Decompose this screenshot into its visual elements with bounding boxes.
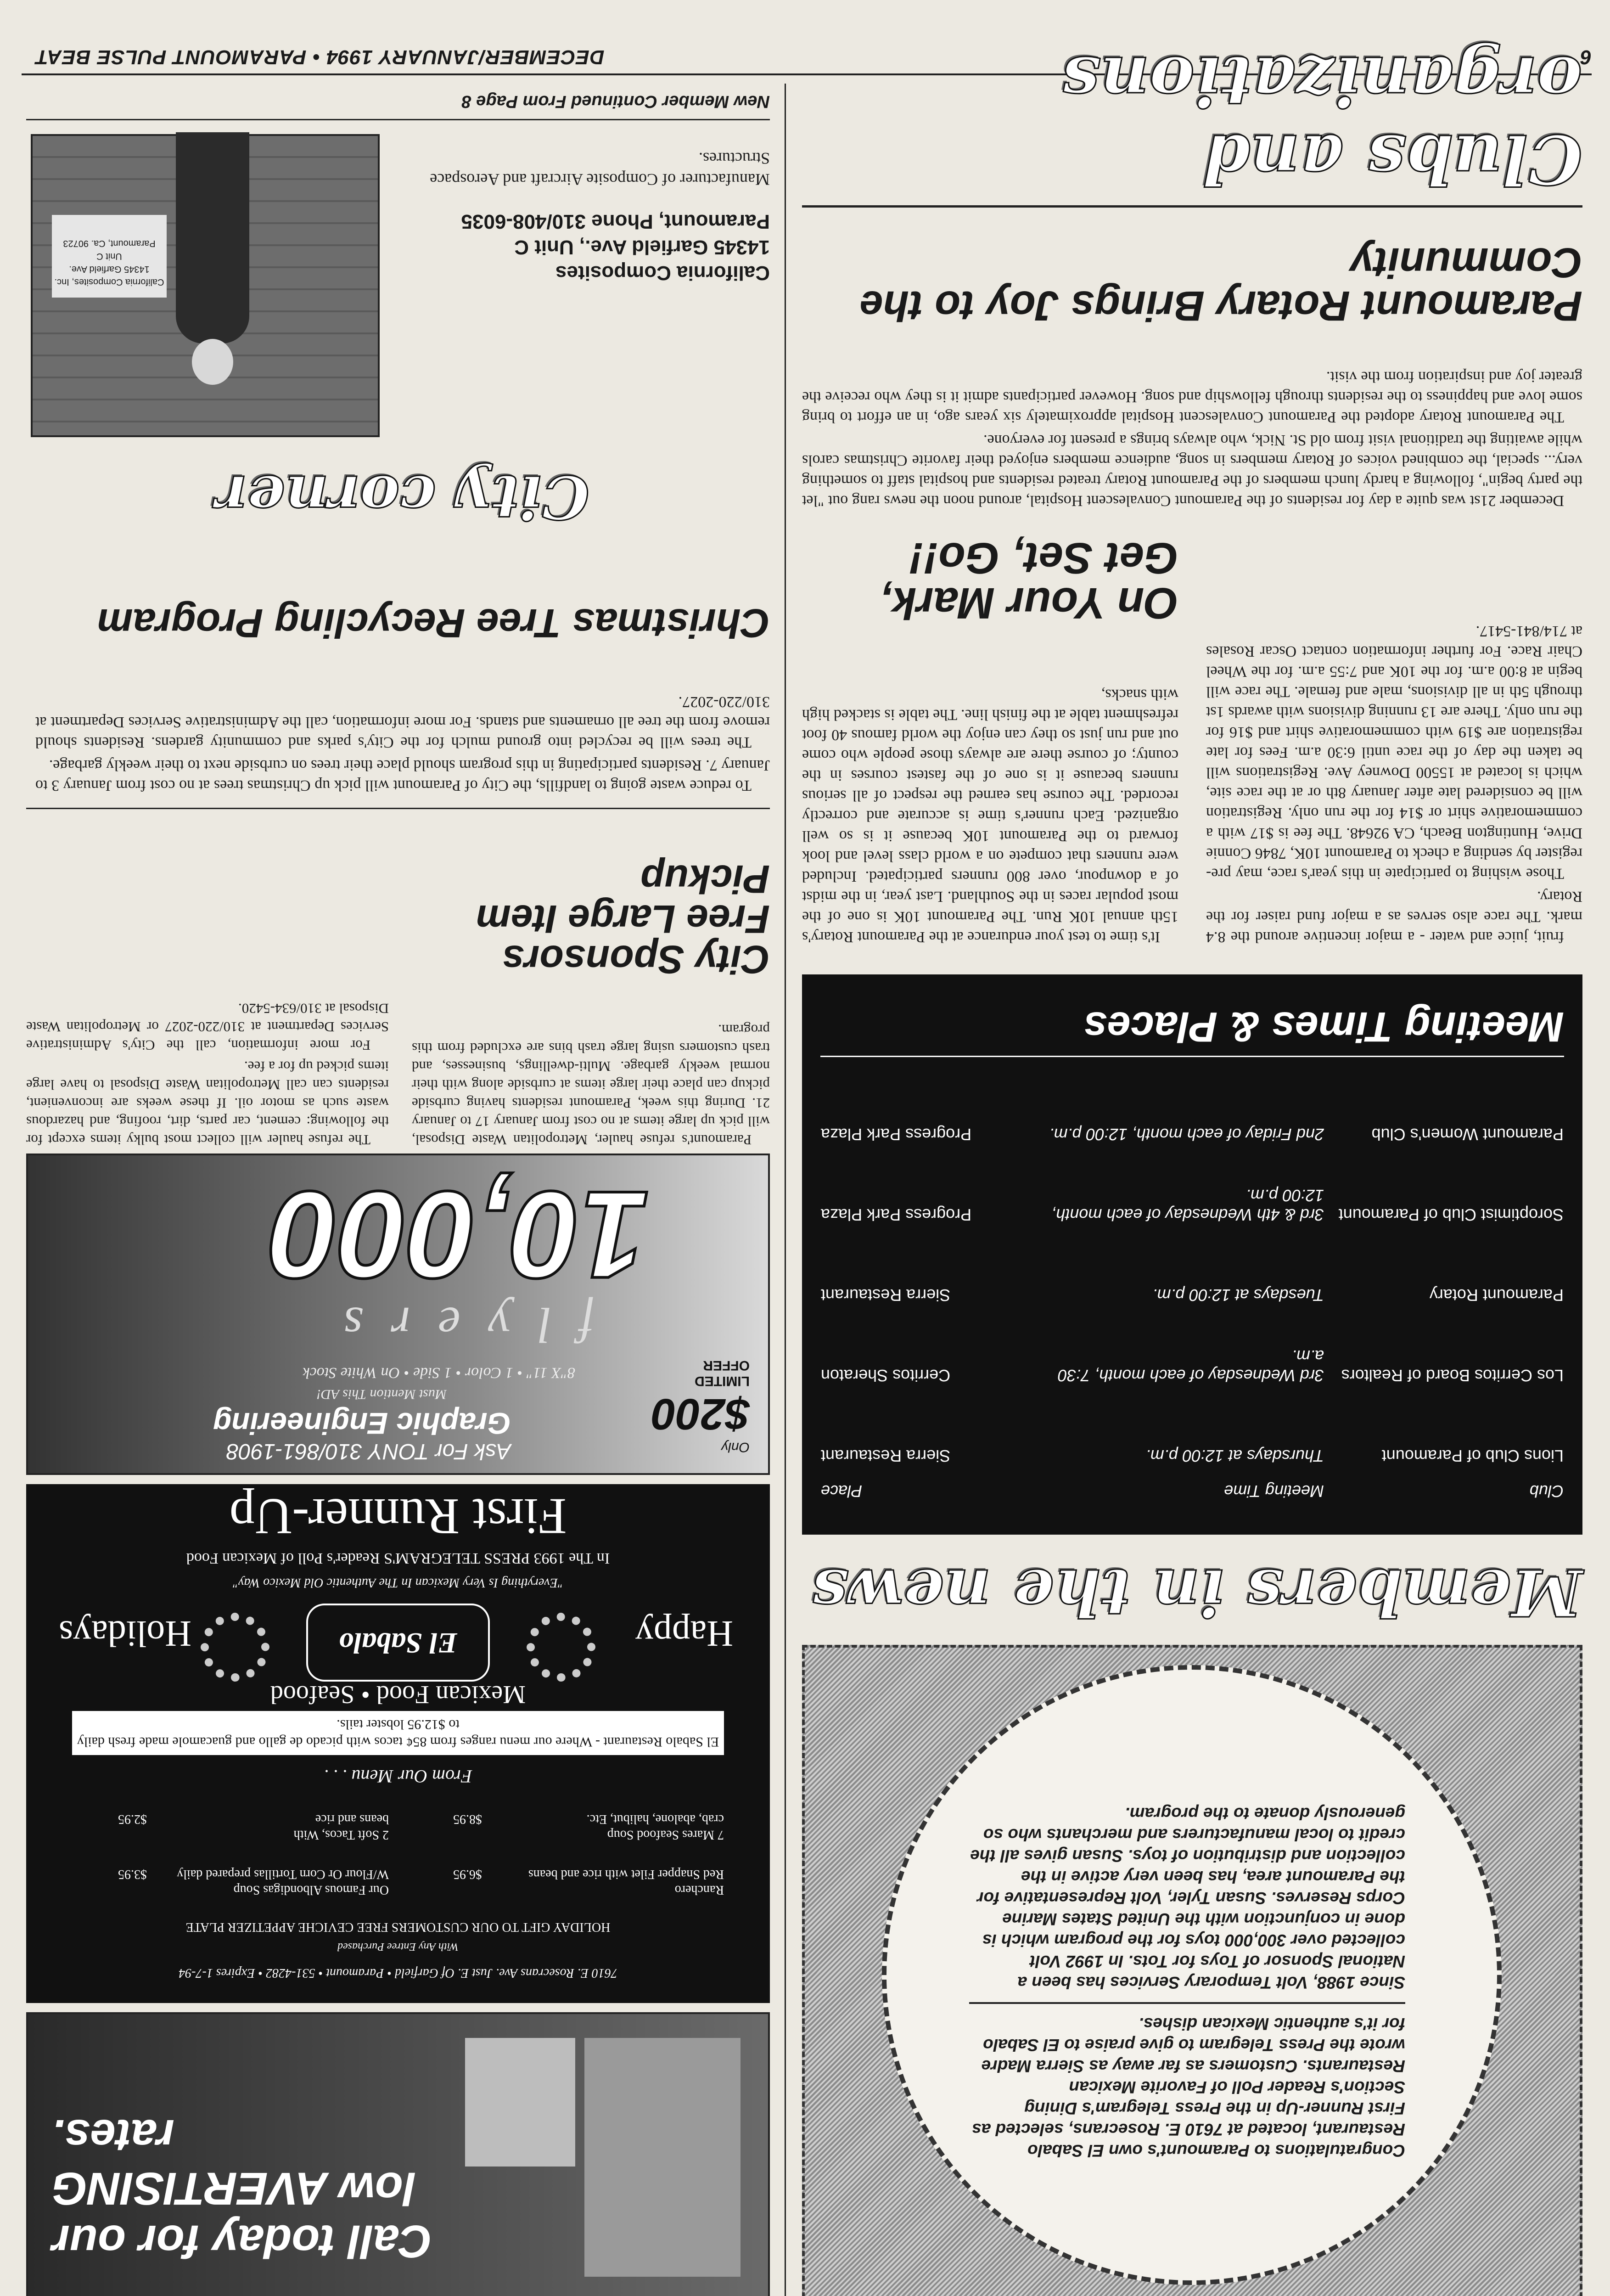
flyers-price-box bbox=[651, 1179, 750, 1455]
menu-item-name: Ranchero bbox=[674, 1883, 724, 1897]
menu-item bbox=[72, 1866, 389, 1897]
el-sabalo-menu bbox=[72, 1792, 724, 1897]
header-page-number: 6 bbox=[1580, 46, 1592, 68]
wreath-icon bbox=[201, 1613, 269, 1682]
table-row bbox=[820, 1385, 1564, 1466]
column-rule bbox=[785, 84, 786, 2296]
wreath-icon bbox=[527, 1613, 595, 1682]
pickup-headline: City Sponsors Free Large Item Pickup bbox=[476, 856, 770, 981]
photo-sign-line: California Composites, Inc. bbox=[54, 277, 164, 287]
race-column-right bbox=[802, 630, 1178, 947]
pickup-paragraph: For more information, call the City's Administrative Services Department at 310/220-2027 or Metropolitan Waste Disposal at 310/634-5420. bbox=[26, 1001, 389, 1053]
members-news-box bbox=[802, 1645, 1582, 2296]
flyers-ad bbox=[26, 1154, 770, 1475]
rotary-paragraph: The Paramount Rotary adopted the Paramount Convalescent Hospital approximately six years ago, in an effort to bring some love and happiness to the residents through fellowship and song. However participants admit it is they who receive the greater joy and inspiration from the visit. bbox=[802, 368, 1582, 426]
flyers-contact: Ask For TONY 310/861-1908 bbox=[226, 1439, 511, 1463]
club-cell: Los Cerritos Board of Realtors bbox=[1341, 1366, 1564, 1385]
race-headline: On Your Mark, Get Set, Go!! bbox=[880, 534, 1178, 628]
menu-item bbox=[72, 1811, 389, 1842]
new-member-continued: New Member Continued From Page 8 bbox=[461, 92, 770, 111]
right-column bbox=[22, 84, 774, 2296]
el-sabalo-logo bbox=[306, 1604, 490, 1682]
photo-person bbox=[176, 132, 249, 343]
members-news-circle bbox=[882, 1665, 1502, 2285]
menu-item-desc: beans and rice bbox=[315, 1812, 389, 1826]
photo-sign bbox=[52, 215, 167, 298]
tree-paragraph: The trees will be recycled into ground mulch for the City's parks and community gardens. Residents should remove from the tree all ornaments and stands. For more information, call the Administrative Services Department at 310/220-2027. bbox=[35, 693, 770, 751]
photo-sign-line: 14345 Garfield Ave. bbox=[69, 264, 150, 274]
flyers-big-number: 10,000 bbox=[269, 1165, 649, 1304]
place-cell: Progress Park Plaza bbox=[821, 1125, 972, 1144]
new-member-details bbox=[412, 148, 770, 286]
club-cell: Paramount Rotary bbox=[1429, 1286, 1564, 1305]
club-cell: Paramount Women's Club bbox=[1371, 1125, 1564, 1144]
time-cell: Tuesdays at 12:00 p.m. bbox=[1152, 1286, 1324, 1305]
menu-item-name: 2 Soft Tacos, With bbox=[293, 1828, 389, 1842]
table-row bbox=[820, 1305, 1564, 1385]
table-row bbox=[820, 1225, 1564, 1305]
menu-item bbox=[407, 1866, 724, 1897]
race-paragraph: It's time to test your endurance at the Paramount Rotary's 15th annual 10K Run. The Paramount 10K is one of the most popular races in the Southland. Last year, in the midst of a downpour, over 800 runners participated. Included were runners that compete on a world class level and look forward to the Paramount 10K because it is so well organized. Each runner's time is accurate and correctly recorded. The course has earned the respect of all serious runners because it is one of the fastest courses in the county; of course there are always those people who come out and run just so they can enjoy the world famous 40 foot refreshment table at the finish line. The table is stacked high with snacks, bbox=[802, 686, 1178, 945]
photo-sign-line: Unit C bbox=[96, 251, 122, 261]
menu-item-price: $6.95 bbox=[453, 1867, 482, 1881]
el-sabalo-food-line: Mexican Food • Seafood bbox=[270, 1680, 526, 1709]
rotary-paragraph: December 21st was quite a day for residents of the Paramount Convalescent Hospital, around noon the news rang out "let the party begin", following a hardy lunch members of the Paramount Rotary treated residents and hospital staff to something very... special, the combined voices of Rotary members in song, audience members enjoyed their favorite Christmas carols while awaiting the traditional visit from old St. Nick, who always brings a present for everyone. bbox=[802, 432, 1582, 509]
menu-item bbox=[407, 1811, 724, 1842]
members-news-paragraph: Since 1988, Volt Temporary Services has been a National Sponsor of Toys for Tots. In 1992 Volt collected over 300,000 toys for the program which is done in conjunction with the United States Marine Corps Reserves. Susan Tyler, Volt Representative for the Paramount area, has been very active in the collection and distribution of toys. Susan gives all the credit to local manufacturers and merchants who so generously donate to the program. bbox=[970, 1804, 1405, 1992]
place-cell: Sierra Restaurant bbox=[821, 1286, 951, 1305]
new-member-address: 14345 Garfield Ave., Unit C bbox=[514, 236, 770, 259]
rotary-headline: Paramount Rotary Brings Joy to the Community bbox=[859, 239, 1582, 329]
race-paragraph: Those wishing to participate in this year's race, may pre-register by sending a check to Paramount 10K, 7846 Connie Drive, Huntington Beach, CA 92648. The fee is $17 with a commemorative shirt or $14 for the run only. Registration will be considered late after January 8th or at the race site, which is located at 15500 Downey Ave. Registrations will be taken the day of the race until 6:30 a.m. Fees for late registration are $19 with commemorative shirt and $16 for the run only. There are 13 running divisions with awards 1st through 5th in all divisions, male and female. The race will begin at 8:00 a.m. for the 10K and 7:55 a.m. for the Wheel Chair Race. For further information contact Oscar Rosales at 714/841-5417. bbox=[1206, 623, 1582, 882]
pickup-paragraph: The refuse hauler will collect most bulky items except for the following: cement, car parts, dirt, roofing, and hazardous waste such as motor oil. If these weeks are inconvenient, residents can call Metropolitan Waste Disposal to have large items picked up for a fee. bbox=[26, 1058, 389, 1148]
menu-item-name: 7 Mares Seafood Soup bbox=[607, 1828, 724, 1842]
advertising-ad bbox=[26, 2012, 770, 2296]
place-cell: Cerritos Sheraton bbox=[821, 1366, 951, 1385]
place-cell: Progress Park Plaza bbox=[821, 1205, 972, 1224]
city-corner-rule bbox=[26, 808, 770, 809]
tree-headline: Christmas Tree Recycling Program bbox=[97, 601, 770, 646]
pickup-article bbox=[26, 818, 770, 1149]
race-column-left bbox=[1206, 618, 1582, 947]
el-sabalo-poll-line: In The 1993 PRESS TELEGRAM'S Reader's Poll of Mexican Food bbox=[186, 1550, 610, 1567]
clubs-section-title: Clubs and organizations bbox=[1061, 41, 1582, 199]
members-news-paragraph: Congratulations to Paramount's own El Sabalo Restaurant, located at 7610 E. Rosecrans, selected as First Runner-Up in the Press Telegram's Dining Section's Reader Poll of Favorite Mexican Restaurants. Customers as far away as Sierra Madre wrote the Press Telegram to give praise to El Sabalo for it's authentic Mexican dishes. bbox=[972, 2015, 1405, 2160]
rotary-article-body bbox=[802, 364, 1582, 511]
menu-item-price: $3.95 bbox=[118, 1867, 147, 1881]
column-header-place: Place bbox=[821, 1482, 863, 1501]
new-member-rule bbox=[26, 119, 770, 120]
meeting-table-title: Meeting Times & Places bbox=[1083, 1003, 1564, 1050]
menu-item-desc: Red Snapper Filet with rice and beans bbox=[528, 1867, 724, 1881]
menu-item-desc: crab, abalone, halibut, Etc. bbox=[586, 1812, 724, 1826]
el-sabalo-title: First Runner-Up bbox=[229, 1488, 567, 1545]
flyers-mention: Must Mention This AD! bbox=[316, 1387, 447, 1402]
time-cell: Thursdays at 12:00 p.m. bbox=[1145, 1446, 1324, 1465]
new-member-city-phone: Paramount, Phone 310/408-6035 bbox=[461, 210, 770, 233]
members-news-text bbox=[969, 1803, 1405, 2161]
flyers-price-only: Only bbox=[721, 1440, 750, 1455]
race-paragraph: fruit, juice and water - a major incentive around the 8.4 mark. The race also serves as a major fund raiser for the Rotary. bbox=[1206, 888, 1582, 945]
column-header-time: Meeting Time bbox=[1224, 1482, 1324, 1501]
members-news-title: Members in the news bbox=[812, 1554, 1582, 1630]
el-sabalo-from-menu: From Our Menu . . . bbox=[324, 1766, 472, 1787]
club-cell: Lions Club of Paramount bbox=[1381, 1446, 1564, 1465]
city-corner-title: City corner bbox=[216, 462, 589, 532]
menu-item-price: $8.95 bbox=[453, 1812, 482, 1826]
flyers-word: flyers bbox=[316, 1297, 594, 1353]
new-member-photo bbox=[31, 134, 380, 437]
el-sabalo-ad bbox=[26, 1484, 770, 2003]
el-sabalo-address: 7610 E. Rosecrans Ave. Just E. Of Garfield • Paramount • 531-4282 • Expires 1-7-94 bbox=[179, 1966, 617, 1980]
column-header-club: Club bbox=[1529, 1482, 1564, 1501]
place-cell: Sierra Restaurant bbox=[821, 1446, 951, 1465]
el-sabalo-holidays: Holidays bbox=[59, 1613, 191, 1654]
members-news-divider bbox=[969, 2002, 1405, 2004]
photo-person-head bbox=[192, 339, 233, 385]
pickup-column-left bbox=[412, 984, 770, 1149]
pickup-column-right bbox=[26, 996, 389, 1149]
photo-sign-line: Paramount, Ca. 90723 bbox=[63, 238, 156, 248]
table-row bbox=[820, 1144, 1564, 1225]
new-member-company: California Composites bbox=[555, 262, 770, 284]
menu-item-desc: W/Flour Or Corn Tortillas prepared daily bbox=[177, 1867, 389, 1881]
meeting-table-header-row bbox=[820, 1466, 1564, 1516]
new-member-description: Manufacturer of Composite Aircraft and Aerospace Structures. bbox=[430, 149, 770, 189]
time-cell: 3rd Wednesday of each month, 7:30 a.m. bbox=[1058, 1347, 1324, 1385]
race-article bbox=[802, 515, 1582, 947]
el-sabalo-logo-text: El Sabalo bbox=[339, 1627, 457, 1660]
clubs-section bbox=[797, 41, 1587, 2296]
club-cell: Soroptimist Club of Paramount bbox=[1338, 1205, 1564, 1224]
meeting-table-box bbox=[802, 974, 1582, 1535]
clubs-title-rule bbox=[802, 205, 1582, 208]
time-cell: 2nd Friday of each month, 12:00 p.m. bbox=[1049, 1125, 1324, 1144]
el-sabalo-holiday-gift: HOLIDAY GIFT TO OUR CUSTOMERS FREE CEVICHE APPETIZER PLATE bbox=[185, 1920, 611, 1934]
el-sabalo-menu-intro: El Sabalo Restaurant - Where our menu ranges from 85¢ tacos with picado de gallo and guacamole made fresh daily to $12.95 lobster tails. bbox=[72, 1711, 724, 1755]
flyers-limited-offer: LIMITED OFFER bbox=[695, 1358, 750, 1389]
table-row bbox=[820, 1064, 1564, 1144]
advertising-text: Call today for our low AVERTISING rates. bbox=[52, 2110, 432, 2267]
advertising-ad-block bbox=[584, 2038, 740, 2277]
el-sabalo-happy: Happy bbox=[635, 1613, 733, 1654]
flyers-company: Graphic Engineering bbox=[213, 1407, 511, 1441]
el-sabalo-tagline: "Everything Is Very Mexican In The Authentic Old Mexico Way" bbox=[233, 1576, 563, 1590]
el-sabalo-with-purchase: With Any Entree Purchased bbox=[337, 1941, 459, 1953]
tree-article-body bbox=[35, 689, 770, 795]
menu-item-price: $2.95 bbox=[118, 1812, 147, 1826]
header-publication: DECEMBER/JANUARY 1994 • PARAMOUNT PULSE BEAT bbox=[35, 46, 605, 68]
menu-item-name: Our Famous Albondigas Soup bbox=[233, 1883, 389, 1897]
tree-paragraph: To reduce waste going to landfills, the City of Paramount will pick up Christmas trees at no cost from January 3 to January 7. Residents participating in this program should place their trees on curbside next to their weekly garbage. bbox=[35, 757, 770, 794]
flyers-price: $200 bbox=[651, 1390, 750, 1439]
pickup-paragraph: Paramount's refuse hauler, Metropolitan Waste Disposal, will pick up large items at no cost from January 17 to January 21. During this week, Paramount residents having curbside pickup can place their large items at curbside along with their normal weekly garbage. Multi-dwellings, businesses, and trash customers using large trash bins are excluded from this program. bbox=[412, 1022, 770, 1148]
advertising-ad-block bbox=[465, 2038, 575, 2167]
time-cell: 3rd & 4th Wednesday of each month, 12:00 p.m. bbox=[1051, 1186, 1324, 1224]
meeting-table bbox=[820, 1064, 1564, 1516]
meeting-table-divider bbox=[820, 1056, 1564, 1057]
flyers-details: 8"X 11" • 1 Color • 1 Side • On White Stock bbox=[303, 1364, 575, 1381]
